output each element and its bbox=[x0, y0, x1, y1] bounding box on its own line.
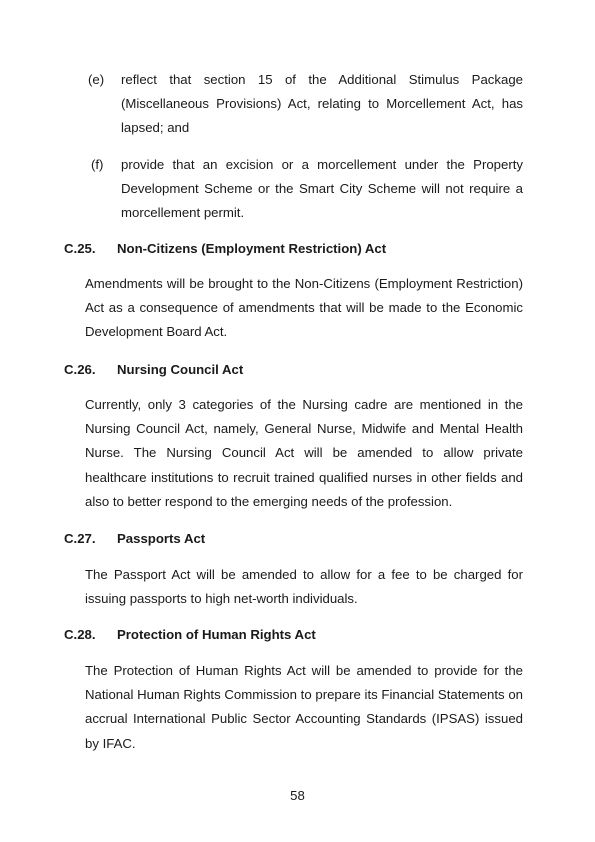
section-title: Non-Citizens (Employment Restriction) Act bbox=[117, 241, 387, 256]
section-heading-c26 bbox=[64, 360, 243, 380]
section-body-c28: The Protection of Human Rights Act will be amended to provide for the National Human Rights Commission to prepare its Financial Statements on accrual International Public Sector Accounting Standards (IPSAS) issued by IFAC. bbox=[85, 663, 523, 751]
section-number: C.27. bbox=[64, 531, 96, 546]
section-heading-c28 bbox=[64, 625, 316, 645]
list-item-e bbox=[88, 68, 523, 141]
section-title: Nursing Council Act bbox=[117, 362, 244, 377]
section-body-c27: The Passport Act will be amended to allow for a fee to be charged for issuing passports to high net-worth individuals. bbox=[85, 567, 523, 607]
section-body-c25: Amendments will be brought to the Non-Citizens (Employment Restriction) Act as a consequence of amendments that will be made to the Economic Development Board Act. bbox=[85, 276, 523, 340]
section-title: Protection of Human Rights Act bbox=[117, 627, 316, 642]
section-heading-c27 bbox=[64, 529, 205, 549]
section-number: C.28. bbox=[64, 627, 96, 642]
section-number: C.26. bbox=[64, 362, 96, 377]
list-item-marker: (f) bbox=[91, 157, 104, 172]
section-title: Passports Act bbox=[117, 531, 206, 546]
list-item-f bbox=[88, 153, 523, 226]
list-item-text: provide that an excision or a morcellement under the Property Development Scheme or the Smart City Scheme will not require a morcellement permit. bbox=[121, 157, 523, 221]
section-heading-c25 bbox=[64, 239, 386, 259]
list-item-marker: (e) bbox=[88, 72, 105, 87]
section-body-c26: Currently, only 3 categories of the Nursing cadre are mentioned in the Nursing Council Act, namely, General Nurse, Midwife and Mental Health Nurse. The Nursing Council Act will be amended to allow private healthcare institutions to recruit trained qualified nurses in other fields and also to better respond to the emerging needs of the profession. bbox=[85, 397, 523, 509]
list-item-text: reflect that section 15 of the Additional Stimulus Package (Miscellaneous Provisions) Act, relating to Morcellement Act, has lapsed; and bbox=[121, 72, 523, 136]
page-number: 58 bbox=[290, 788, 305, 803]
section-number: C.25. bbox=[64, 241, 96, 256]
